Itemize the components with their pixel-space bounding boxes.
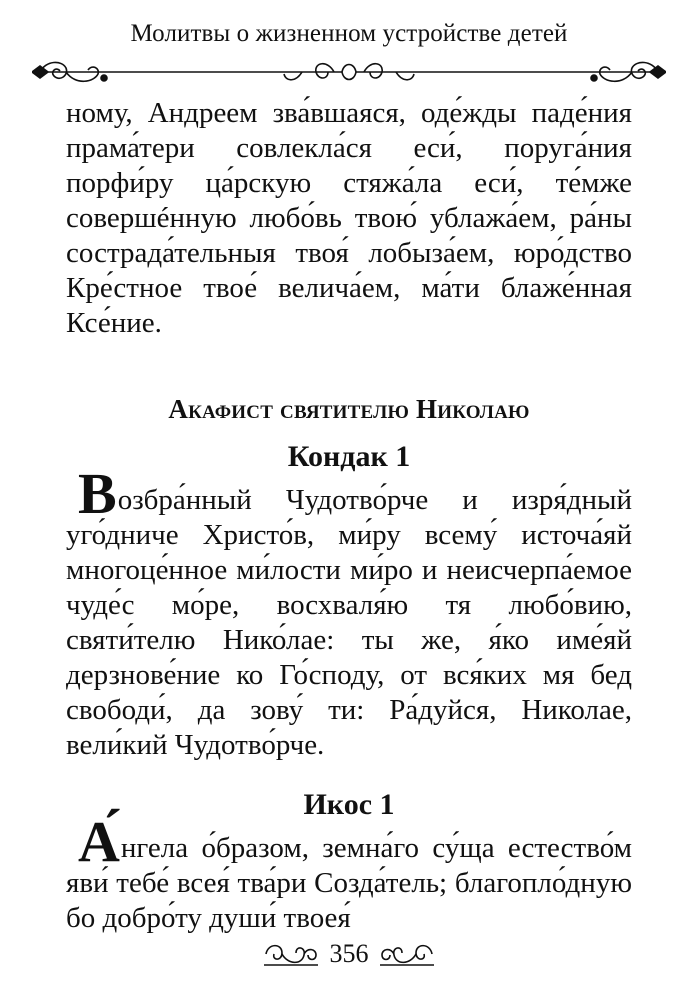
ikos-drop-cap: А́ — [78, 809, 120, 874]
footer-ornament-right-icon — [378, 939, 436, 969]
kontakion-heading: Кондак 1 — [287, 440, 411, 473]
page-body — [66, 96, 632, 936]
kontakion-text: озбра́нный Чудотво́рче и изря́дный уго́дниче Христо́в, ми́ру всему́ источа́яй многоце́нное ми́лости ми́ро и неисчерпа́емое чуде́с мо́ре, восхваля́ю тя любо́вию, святи́телю Нико́лае: ты же, я́ко име́яй дерзнове́ние ко Го́споду, от вся́ких мя бед свободи́, да зову́ ти: Ра́дуйся, Николае, вели́кий Чудотво́рче. — [66, 484, 632, 761]
akathist-title: Акафист святителю Николаю — [168, 394, 530, 424]
footer-ornament-left-icon — [262, 939, 320, 969]
ikos-text: нгела о́бразом, земна́го су́ща естество́м яви́ тебе́ всея́ тва́ри Созда́тель; благопло́дную бо добро́ту души́ твоея́ — [66, 832, 632, 934]
ikos-paragraph — [66, 809, 632, 936]
intro-paragraph: ному, Андреем зва́вшаяся, оде́жды паде́ния прама́тери совлекла́ся еси́, поруга́ния порфи́ру ца́рскую стяжа́ла еси́, те́мже совершéнную любо́вь твою́ ублажа́ем, ра́ны сострада́тельныя твоя́ лобыза́ем, юро́дство Кре́стное твое́ велича́ем, ма́ти блаже́нная Ксе́ние. — [66, 97, 632, 339]
ikos-heading: Икос 1 — [303, 788, 395, 821]
kontakion-paragraph — [66, 461, 632, 763]
kontakion-drop-cap: В — [78, 461, 117, 526]
page-number: 356 — [329, 939, 369, 968]
header-ornament-divider — [32, 52, 666, 92]
page-footer — [0, 935, 698, 975]
running-head: Молитвы о жизненном устройстве детей — [130, 20, 568, 47]
